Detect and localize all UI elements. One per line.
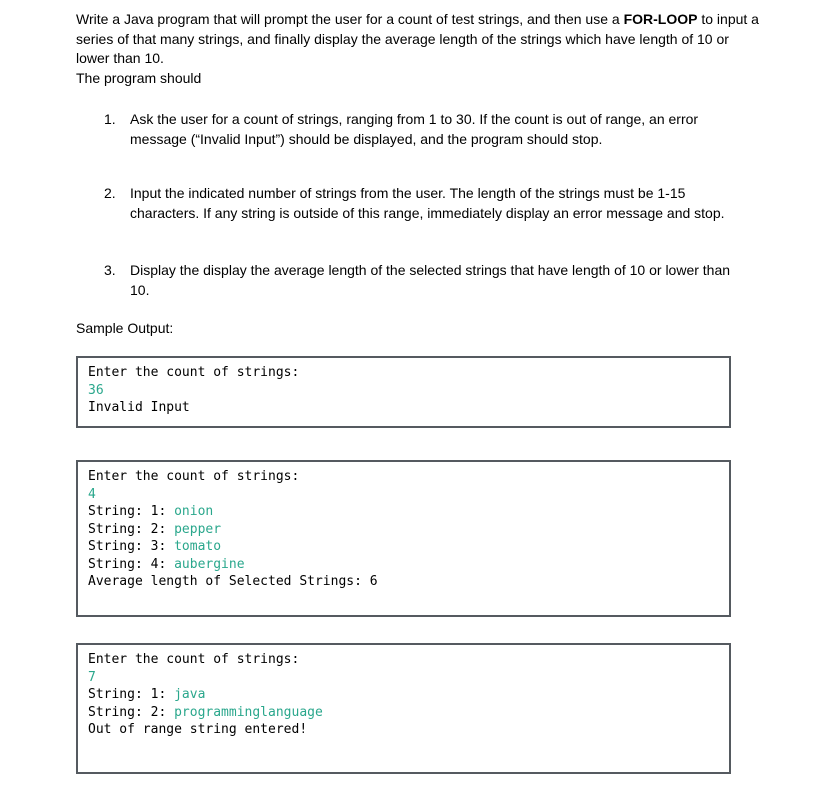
console-user-input: 7: [88, 669, 96, 685]
console-result: Invalid Input: [88, 400, 190, 415]
console-user-input: 4: [88, 486, 96, 502]
console-user-input: 36: [88, 382, 104, 398]
intro-paragraph: [76, 10, 766, 69]
intro-bold-keyword: FOR-LOOP: [623, 11, 698, 27]
sample-output-label: Sample Output:: [76, 320, 174, 336]
console-box-out-of-range: [76, 643, 731, 774]
console-user-input: programminglanguage: [174, 704, 323, 720]
list-item-number: 1.: [104, 111, 116, 127]
console-user-input: tomato: [174, 539, 222, 554]
console-string-label: String: 1:: [88, 504, 175, 519]
list-item-text: Ask the user for a count of strings, ranging from 1 to 30. If the count is out of range, an error message (“Invalid Input”) should be displayed, and the program should stop.: [130, 111, 699, 147]
console-string-label: String: 3:: [88, 539, 175, 554]
list-item-number: 2.: [104, 185, 116, 201]
console-user-input: onion: [174, 504, 214, 519]
console-string-line: [88, 686, 729, 704]
console-string-label: String: 2:: [88, 704, 175, 720]
list-item-text: Input the indicated number of strings from the user. The length of the strings must be 1-15 characters. If any string is outside of this range, immediately display an error message and stop.: [130, 185, 725, 221]
console-prompt: Enter the count of strings:: [88, 365, 300, 380]
intro-lead: The program should: [76, 69, 202, 86]
console-box-average: [76, 460, 731, 617]
console-string-line: [88, 503, 729, 521]
console-result: Average length of Selected Strings: 6: [88, 574, 378, 589]
document-page: [76, 10, 766, 737]
console-string-line: [88, 704, 729, 722]
list-item: [104, 184, 744, 223]
console-user-input: java: [174, 687, 206, 702]
intro-text-start: Write a Java program that will prompt the user for a count of test strings, and then use a: [76, 11, 624, 27]
console-result: Out of range string entered!: [88, 722, 308, 737]
console-string-line: [88, 556, 729, 574]
intro-text-end: to input a series of that many strings, and finally display the average length of the strings which have length of 10 or lower than 10.: [76, 11, 759, 66]
console-user-input: pepper: [174, 521, 222, 537]
console-user-input: aubergine: [174, 556, 245, 572]
console-prompt: Enter the count of strings:: [88, 469, 300, 484]
list-item-number: 3.: [104, 262, 116, 278]
list-item-text: Display the display the average length of the selected strings that have length of 10 or lower than 10.: [130, 262, 731, 298]
list-item: [104, 261, 744, 300]
console-string-label: String: 2:: [88, 521, 175, 537]
list-item: [104, 110, 744, 149]
console-string-line: [88, 538, 729, 556]
console-box-invalid-count: [76, 356, 731, 428]
console-string-label: String: 1:: [88, 687, 175, 702]
console-prompt: Enter the count of strings:: [88, 652, 300, 667]
console-string-label: String: 4:: [88, 556, 175, 572]
console-string-line: [88, 521, 729, 539]
